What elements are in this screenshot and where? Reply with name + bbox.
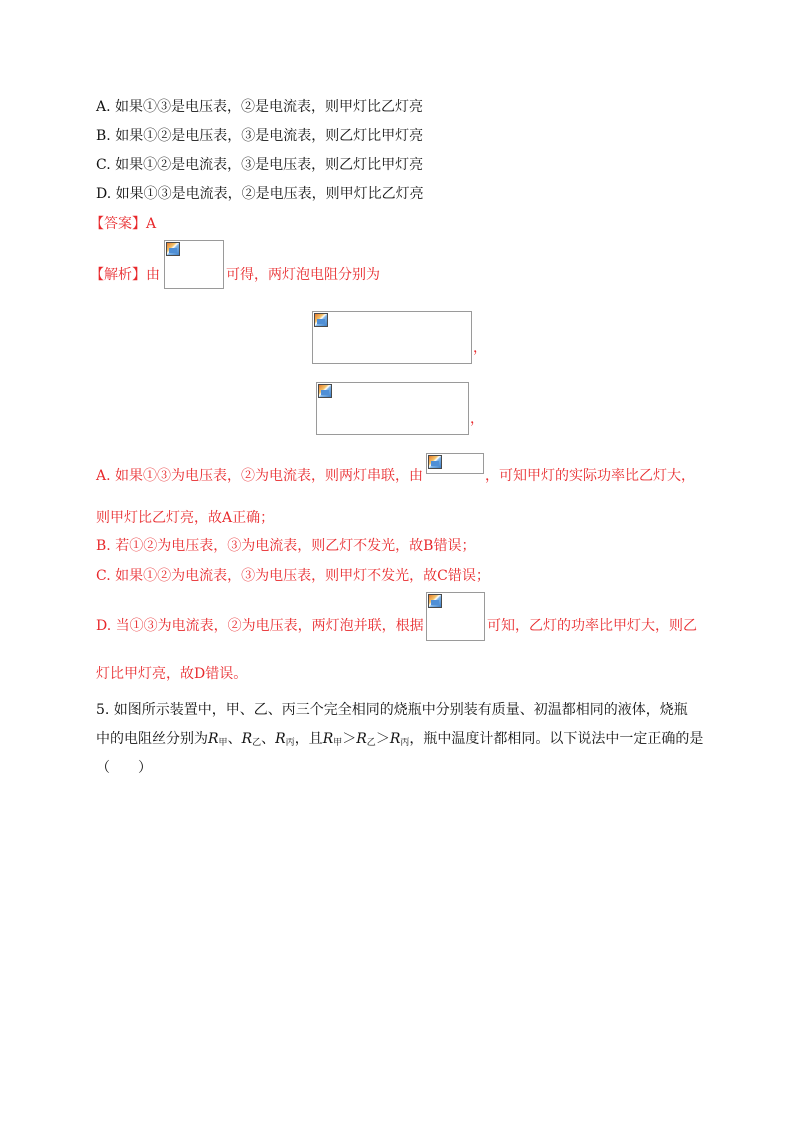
formula-image-parallel-power [426,592,485,641]
analysis-c: C. 如果①②为电流表，③为电压表，则甲灯不发光，故C错误； [96,568,490,584]
analysis-b: B. 若①②为电压表，③为电流表，则乙灯不发光，故B错误； [96,538,476,554]
analysis-intro-suffix: 可得，两灯泡电阻分别为 [226,267,380,283]
formula-image-power [164,240,224,289]
option-a: A. 如果①③是电压表，②是电流表，则甲灯比乙灯亮 [96,99,424,115]
option-b: B. 如果①②是电压表，③是电流表，则乙灯比甲灯亮 [96,128,424,144]
comma-1: ， [473,340,487,356]
broken-image-icon [166,242,180,256]
question-5-line-2: 中的电阻丝分别为$R_甲$、$R_乙$、$R_丙$，且$R_甲>R_乙>R_丙$，瓶中温度计都相同。以下说法中一定正确的是 [96,731,704,748]
analysis-d-prefix: D. 当①③为电流表，②为电压表，两灯泡并联，根据 [96,618,424,634]
option-d: D. 如果①③是电流表，②是电压表，则甲灯比乙灯亮 [96,186,424,202]
analysis-label: 【解析】由 [90,267,160,283]
analysis-a-prefix: A. 如果①③为电压表，②为电流表，则两灯串联，由 [96,468,424,484]
question-5-line-1: 5. 如图所示装置中，甲、乙、丙三个完全相同的烧瓶中分别装有质量、初温都相同的液体，烧瓶 [96,702,688,718]
analysis-d-cont: 灯比甲灯亮，故D错误。 [96,666,248,682]
question-5-answer-brackets: （ ） [96,760,152,776]
formula-image-r-yi [316,382,469,435]
broken-image-icon [318,384,332,398]
analysis-a-cont: 则甲灯比乙灯亮，故A正确； [96,510,275,526]
broken-image-icon [428,455,442,469]
broken-image-icon [428,594,442,608]
answer-line [90,214,156,234]
answer-label: 【答案】 [90,216,146,232]
option-c: C. 如果①②是电流表，③是电压表，则乙灯比甲灯亮 [96,157,424,173]
formula-image-series-power [426,453,484,474]
answer-value: A [146,216,157,232]
formula-image-r-jia [312,311,472,364]
analysis-d-suffix: 可知，乙灯的功率比甲灯大，则乙 [487,618,697,634]
comma-2: ， [470,411,484,427]
analysis-a-suffix: ，可知甲灯的实际功率比乙灯大， [485,468,695,484]
broken-image-icon [314,313,328,327]
